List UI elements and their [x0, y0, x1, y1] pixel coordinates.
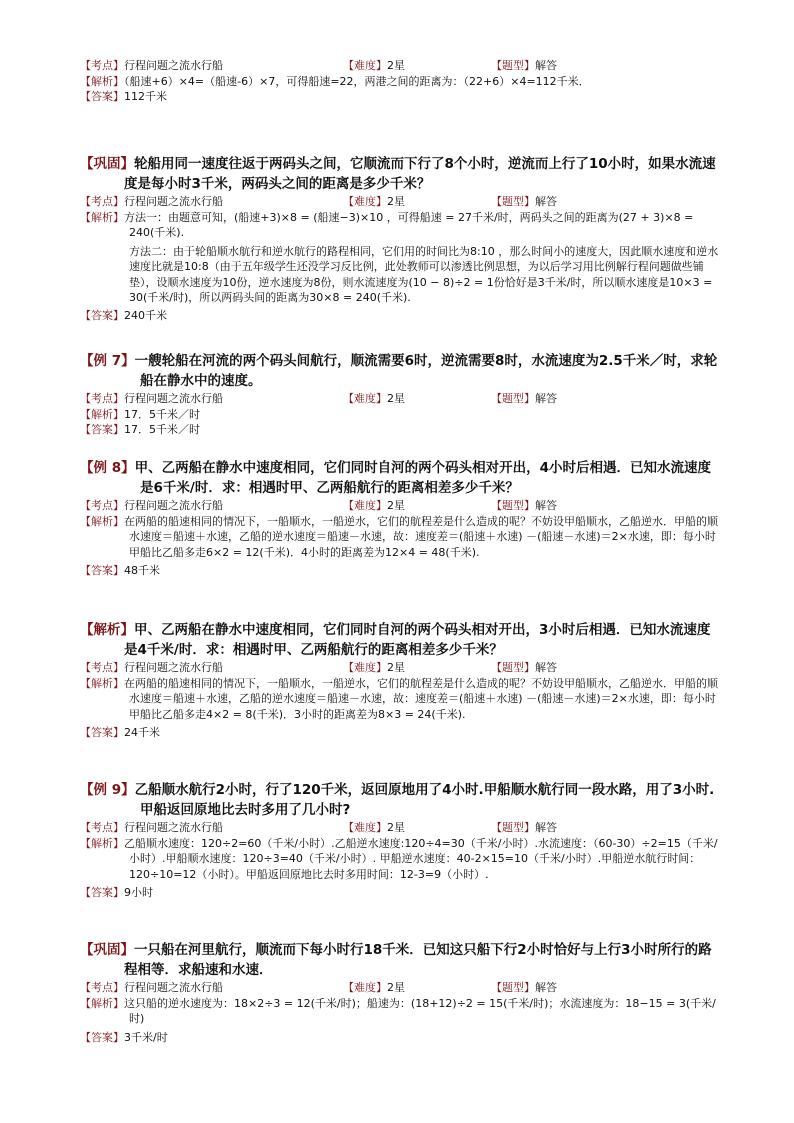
- label-tixing: 【题型】: [491, 59, 535, 72]
- answer: [80, 308, 720, 324]
- label-kaodian: 【考点】: [80, 661, 124, 674]
- question-type: 解答: [535, 392, 557, 405]
- analysis-text: 方法一：由题意可知，(船速+3)×8 = (船速−3)×10 ，可得船速 = 27千米/时，两码头之间的距离为(27 + 3)×8 = 240(千米).: [124, 210, 694, 239]
- label-daan: 【答案】: [80, 90, 124, 103]
- label-nandu: 【难度】: [343, 981, 387, 994]
- label-jiexi: 【解析】: [80, 514, 124, 528]
- topic: 行程问题之流水行船: [124, 59, 223, 72]
- exercise-block-gonggu-2: [80, 940, 720, 1045]
- analysis-method-1: [80, 210, 720, 241]
- topic: 行程问题之流水行船: [124, 981, 223, 994]
- label-daan: 【答案】: [80, 726, 124, 739]
- topic: 行程问题之流水行船: [124, 195, 223, 208]
- label-jiexi: 【解析】: [80, 676, 124, 690]
- meta-row: [80, 58, 720, 74]
- label-jiexi: 【解析】: [80, 407, 124, 421]
- difficulty: 2星: [387, 661, 405, 674]
- label-kaodian: 【考点】: [80, 499, 124, 512]
- answer: [80, 422, 720, 438]
- answer: [80, 885, 720, 901]
- question-type: 解答: [535, 661, 557, 674]
- label-tixing: 【题型】: [491, 981, 535, 994]
- question-text: 甲、乙两船在静水中速度相同，它们同时自河的两个码头相对开出，3小时后相遇．已知水流速度是4千米/时．求：相遇时甲、乙两船航行的距离相差多少千米？: [124, 622, 711, 658]
- answer-text: 17．5千米／时: [124, 423, 200, 436]
- analysis-text: 在两船的船速相同的情况下，一船顺水，一船逆水，它们的航程差是什么造成的呢？不妨设甲船顺水，乙船逆水．甲船的顺水速度＝船速＋水速，乙船的逆水速度＝船速－水速，故：速度差＝(船速＋水速) －(船速－水速)＝2×水速，即：每小时甲船比乙船多走4×2 = 8(千米)．3小时的距离差为8×3 = 24(千米).: [124, 676, 718, 721]
- question-tag: 【巩固】: [80, 156, 134, 172]
- answer: [80, 725, 720, 741]
- label-jiexi: 【解析】: [80, 996, 124, 1010]
- question-text: 甲、乙两船在静水中速度相同，它们同时自河的两个码头相对开出，4小时后相遇．已知水流速度是6千米/时．求：相遇时甲、乙两船航行的距离相差多少千米？: [134, 460, 711, 496]
- solution-block-1: [80, 58, 720, 105]
- example-block-9: [80, 780, 720, 901]
- label-nandu: 【难度】: [343, 661, 387, 674]
- question: [80, 940, 720, 980]
- analysis: [80, 836, 720, 883]
- answer: [80, 563, 720, 579]
- question: [80, 351, 720, 391]
- meta-row: [80, 498, 720, 514]
- label-tixing: 【题型】: [491, 499, 535, 512]
- difficulty: 2星: [387, 821, 405, 834]
- question-tag: 【巩固】: [80, 942, 134, 958]
- label-kaodian: 【考点】: [80, 59, 124, 72]
- analysis-method-2: [80, 244, 720, 306]
- example-block-8: [80, 458, 720, 579]
- label-nandu: 【难度】: [343, 195, 387, 208]
- label-jiexi: 【解析】: [80, 210, 124, 224]
- exercise-block-jiexi: [80, 620, 720, 741]
- difficulty: 2星: [387, 59, 405, 72]
- label-tixing: 【题型】: [491, 195, 535, 208]
- label-daan: 【答案】: [80, 886, 124, 899]
- question: [80, 154, 720, 194]
- label-tixing: 【题型】: [491, 821, 535, 834]
- question-type: 解答: [535, 499, 557, 512]
- analysis-text: 乙船顺水速度：120÷2=60（千米/小时）.乙船逆水速度:120÷4=30（千米/小时）.水流速度：（60-30）÷2=15（千米/小时）.甲船顺水速度：120÷3=40（千米/小时）. 甲船逆水速度：40-2×15=10（千米/小时）.甲船逆水航行时间：120÷10=12（小时）。甲船返回原地比去时多用时间：12-3=9（小时）.: [124, 836, 718, 881]
- answer-text: 240千米: [124, 308, 167, 322]
- label-jiexi: 【解析】: [80, 836, 124, 850]
- label-daan: 【答案】: [80, 1030, 124, 1044]
- analysis-text: （船速+6）×4=（船速-6）×7，可得船速=22，两港之间的距离为：（22+6）×4=112千米．: [124, 74, 590, 88]
- label-kaodian: 【考点】: [80, 981, 124, 994]
- analysis-text: 方法二：由于轮船顺水航行和逆水航行的路程相同，它们用的时间比为8:10 ，那么时间小的速度大，因此顺水速度和逆水速度比就是10:8（由于五年级学生还没学习反比例，此处教师可以渗透比例思想，为以后学习用比例解行程问题做些铺垫），设顺水速度为10份，逆水速度为8份，则水流速度为(10 − 8)÷2 = 1份恰好是3千米/时，所以顺水速度是10×3 = 30(千米/时)，所以两码头间的距离为30×8 = 240(千米).: [129, 244, 719, 304]
- question-tag: 【例 8】: [80, 460, 135, 476]
- answer-text: 3千米/时: [124, 1030, 168, 1044]
- answer: [80, 1030, 720, 1046]
- answer-text: 9小时: [124, 886, 153, 899]
- question-tag: 【解析】: [80, 622, 134, 638]
- analysis: [80, 996, 720, 1027]
- label-daan: 【答案】: [80, 564, 124, 577]
- topic: 行程问题之流水行船: [124, 392, 223, 405]
- question-text: 轮船用同一速度往返于两码头之间，它顺流而下行了8个小时，逆流而上行了10小时，如果水流速度是每小时3千米，两码头之间的距离是多少千米？: [124, 156, 716, 192]
- question: [80, 620, 720, 660]
- label-kaodian: 【考点】: [80, 195, 124, 208]
- label-nandu: 【难度】: [343, 59, 387, 72]
- analysis-text: 这只船的逆水速度为：18×2÷3 = 12(千米/时)；船速为：(18+12)÷2 = 15(千米/时)；水流速度为：18−15 = 3(千米/时): [124, 996, 716, 1025]
- topic: 行程问题之流水行船: [124, 499, 223, 512]
- exercise-block-gonggu-1: [80, 154, 720, 323]
- label-nandu: 【难度】: [343, 499, 387, 512]
- question-type: 解答: [535, 59, 557, 72]
- meta-row: [80, 391, 720, 407]
- label-nandu: 【难度】: [343, 821, 387, 834]
- label-nandu: 【难度】: [343, 392, 387, 405]
- question-tag: 【例 7】: [80, 353, 135, 369]
- question-text: 一只船在河里航行，顺流而下每小时行18千米．已知这只船下行2小时恰好与上行3小时所行的路程相等．求船速和水速．: [124, 942, 712, 978]
- answer-text: 24千米: [124, 726, 160, 739]
- analysis: [80, 74, 720, 90]
- topic: 行程问题之流水行船: [124, 661, 223, 674]
- question-type: 解答: [535, 821, 557, 834]
- analysis: [80, 514, 720, 561]
- question-type: 解答: [535, 981, 557, 994]
- analysis: [80, 676, 720, 723]
- label-kaodian: 【考点】: [80, 392, 124, 405]
- label-jiexi: 【解析】: [80, 74, 124, 88]
- example-block-7: [80, 351, 720, 438]
- topic: 行程问题之流水行船: [124, 821, 223, 834]
- difficulty: 2星: [387, 499, 405, 512]
- analysis-text: 17．5千米／时: [124, 407, 200, 421]
- answer: [80, 89, 720, 105]
- analysis-text: 在两船的船速相同的情况下，一船顺水，一船逆水，它们的航程差是什么造成的呢？不妨设甲船顺水，乙船逆水．甲船的顺水速度＝船速＋水速，乙船的逆水速度＝船速－水速，故：速度差＝(船速＋水速) －(船速－水速)＝2×水速，即：每小时甲船比乙船多走6×2 = 12(千米)．4小时的距离差为12×4 = 48(千米).: [124, 514, 718, 559]
- label-tixing: 【题型】: [491, 392, 535, 405]
- question: [80, 780, 720, 820]
- question-text: 乙船顺水航行2小时，行了120千米，返回原地用了4小时.甲船顺水航行同一段水路，用了3小时.甲船返回原地比去时多用了几小时?: [134, 782, 715, 818]
- question-type: 解答: [535, 195, 557, 208]
- label-daan: 【答案】: [80, 423, 124, 436]
- label-tixing: 【题型】: [491, 661, 535, 674]
- label-kaodian: 【考点】: [80, 821, 124, 834]
- meta-row: [80, 660, 720, 676]
- question: [80, 458, 720, 498]
- difficulty: 2星: [387, 981, 405, 994]
- answer-text: 48千米: [124, 564, 160, 577]
- analysis: [80, 407, 720, 423]
- answer-text: 112千米: [124, 90, 167, 103]
- question-tag: 【例 9】: [80, 782, 135, 798]
- meta-row: [80, 194, 720, 210]
- question-text: 一艘轮船在河流的两个码头间航行，顺流需要6时，逆流需要8时，水流速度为2.5千米／时，求轮船在静水中的速度。: [134, 353, 718, 389]
- label-daan: 【答案】: [80, 308, 124, 322]
- difficulty: 2星: [387, 392, 405, 405]
- difficulty: 2星: [387, 195, 405, 208]
- meta-row: [80, 820, 720, 836]
- meta-row: [80, 980, 720, 996]
